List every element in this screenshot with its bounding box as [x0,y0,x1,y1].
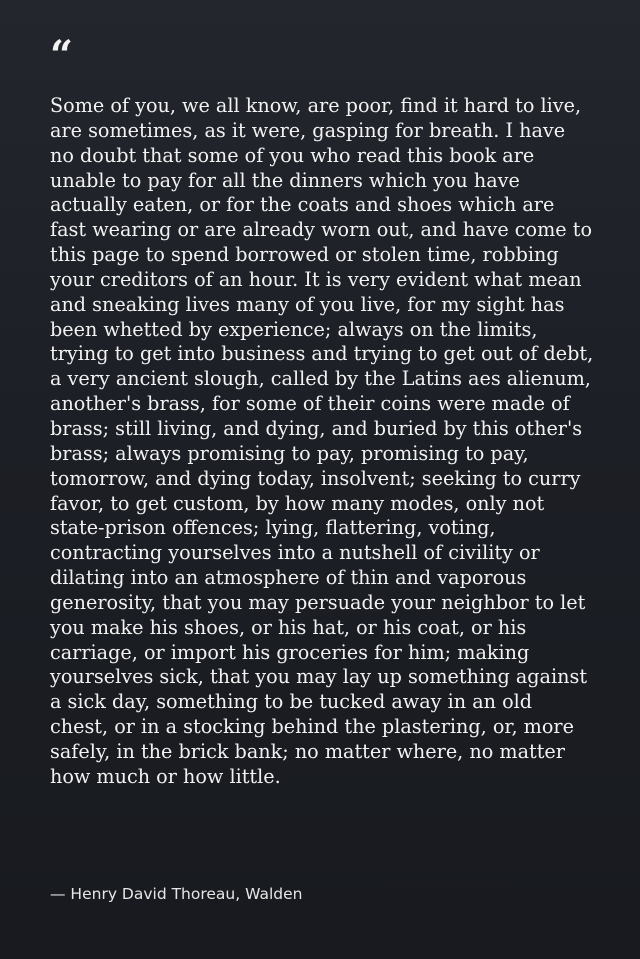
quote-text: Some of you, we all know, are poor, find it hard to live, are sometimes, as it were, gasping for breath. I have no doubt that some of you who read this book are unable to pay for all the dinners which you have actually eaten, or for the coats and shoes which are fast wearing or are already worn out, and have come to this page to spend borrowed or stolen time, robbing your creditors of an hour. It is very evident what mean and sneaking lives many of you live, for my sight has been whetted by experience; always on the limits, trying to get into business and trying to get out of debt, a very ancient slough, called by the Latins aes alienum, another's brass, for some of their coins were made of brass; still living, and dying, and buried by this other's brass; always promising to pay, promising to pay, tomorrow, and dying today, insolvent; seeking to curry favor, to get custom, by how many modes, only not state-prison offences; lying, flattering, voting, contracting yourselves into a nutshell of civility or dilating into an atmosphere of thin and vaporous generosity, that you may persuade your neighbor to let you make his shoes, or his hat, or his coat, or his carriage, or import his groceries for him; making yourselves sick, that you may lay up something against a sick day, something to be tucked away in an old chest, or in a stocking behind the plastering, or, more safely, in the brick bank; no matter where, no matter how much or how little. [50,94,594,788]
quote-attribution: — Henry David Thoreau, Walden [50,885,303,903]
quote-mark-icon: “ [50,32,74,79]
